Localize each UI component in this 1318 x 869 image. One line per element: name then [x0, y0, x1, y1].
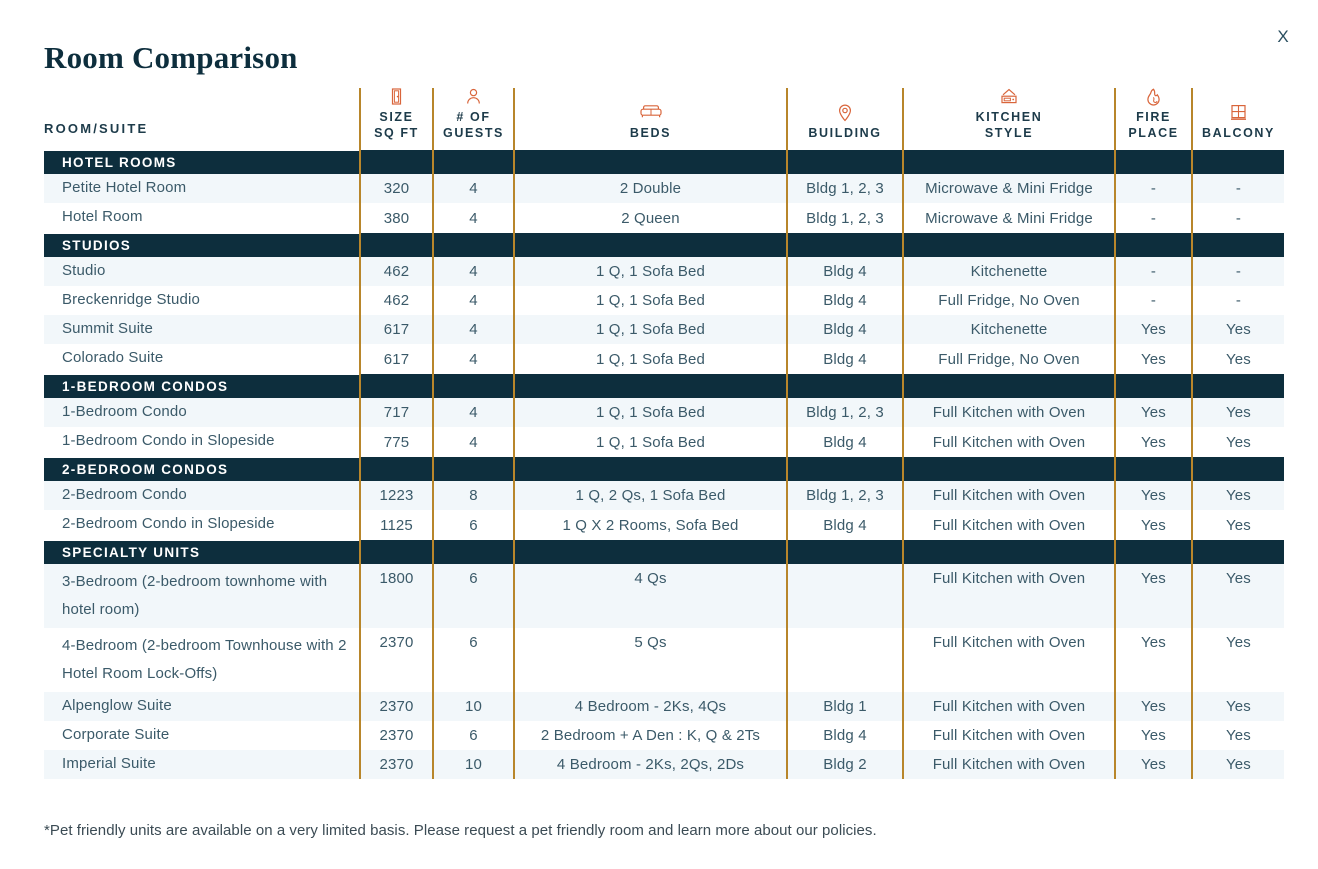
cell-guests: 10 [433, 750, 514, 779]
cell-name: 2-Bedroom Condo [44, 481, 360, 510]
cell-balc: - [1192, 257, 1284, 286]
section-header-row [44, 233, 1284, 257]
cell-beds: 4 Qs [514, 564, 787, 628]
section-title: HOTEL ROOMS [44, 150, 360, 174]
table-row [44, 344, 1284, 374]
cell-kitch: Full Kitchen with Oven [903, 692, 1115, 721]
cell-fire: - [1115, 203, 1192, 233]
table-row [44, 427, 1284, 457]
close-button[interactable]: X [1272, 26, 1294, 48]
table-row [44, 398, 1284, 427]
section-header-row [44, 540, 1284, 564]
section-blank-cell [360, 233, 433, 257]
table-body [44, 150, 1284, 779]
cell-guests: 6 [433, 564, 514, 628]
cell-bldg: Bldg 1, 2, 3 [787, 481, 903, 510]
cell-beds: 1 Q, 1 Sofa Bed [514, 315, 787, 344]
section-blank-cell [1115, 233, 1192, 257]
cell-kitch: Full Fridge, No Oven [903, 344, 1115, 374]
cell-balc: Yes [1192, 510, 1284, 540]
column-header-bldg [787, 88, 903, 150]
page-title: Room Comparison [44, 40, 298, 75]
cell-name: Imperial Suite [44, 750, 360, 779]
cell-name: Alpenglow Suite [44, 692, 360, 721]
section-blank-cell [903, 150, 1115, 174]
section-blank-cell [433, 457, 514, 481]
cell-balc: - [1192, 203, 1284, 233]
cell-beds: 4 Bedroom - 2Ks, 2Qs, 2Ds [514, 750, 787, 779]
cell-kitch: Full Kitchen with Oven [903, 481, 1115, 510]
section-blank-cell [360, 150, 433, 174]
table-row [44, 315, 1284, 344]
cell-guests: 4 [433, 257, 514, 286]
section-blank-cell [1192, 374, 1284, 398]
cell-beds: 2 Queen [514, 203, 787, 233]
cell-size: 617 [360, 315, 433, 344]
cell-kitch: Microwave & Mini Fridge [903, 203, 1115, 233]
section-blank-cell [1115, 457, 1192, 481]
cell-size: 462 [360, 257, 433, 286]
cell-bldg: Bldg 4 [787, 315, 903, 344]
section-blank-cell [514, 233, 787, 257]
cell-kitch: Kitchenette [903, 315, 1115, 344]
column-header-label: BUILDING [808, 126, 882, 140]
cell-balc: Yes [1192, 628, 1284, 692]
column-header-label: ROOM/SUITE [44, 121, 149, 137]
cell-bldg [787, 564, 903, 628]
table-row [44, 481, 1284, 510]
cell-balc: - [1192, 174, 1284, 203]
cell-guests: 4 [433, 344, 514, 374]
column-header-label: KITCHEN [975, 110, 1043, 124]
table-row [44, 257, 1284, 286]
cell-name: 2-Bedroom Condo in Slopeside [62, 515, 275, 533]
table-row [44, 692, 1284, 721]
cell-fire: Yes [1115, 628, 1192, 692]
section-blank-cell [514, 457, 787, 481]
cell-kitch: Full Kitchen with Oven [903, 398, 1115, 427]
section-title: 2-BEDROOM CONDOS [44, 457, 360, 481]
section-blank-cell [360, 374, 433, 398]
section-blank-cell [903, 457, 1115, 481]
section-title: 1-BEDROOM CONDOS [44, 374, 360, 398]
cell-balc: Yes [1192, 750, 1284, 779]
cell-guests: 4 [433, 203, 514, 233]
cell-size: 462 [360, 286, 433, 315]
cell-fire: Yes [1115, 721, 1192, 750]
footnote: *Pet friendly units are available on a very limited basis. Please request a pet friendly room and learn more about our policies. [44, 822, 877, 839]
cell-bldg: Bldg 1, 2, 3 [787, 398, 903, 427]
cell-guests: 8 [433, 481, 514, 510]
cell-fire: Yes [1115, 481, 1192, 510]
column-header-label: SIZE [379, 110, 414, 124]
section-blank-cell [433, 150, 514, 174]
cell-name: 3-Bedroom (2-bedroom townhome with hotel room) [44, 564, 360, 628]
cell-fire: - [1115, 286, 1192, 315]
table-row [44, 203, 1284, 233]
cell-guests: 6 [433, 628, 514, 692]
cell-guests: 4 [433, 286, 514, 315]
cell-beds: 1 Q, 1 Sofa Bed [514, 257, 787, 286]
cell-bldg: Bldg 4 [787, 510, 903, 540]
section-blank-cell [903, 540, 1115, 564]
column-header-fire [1115, 88, 1192, 150]
table-row [44, 721, 1284, 750]
cell-balc: Yes [1192, 564, 1284, 628]
cell-guests: 4 [433, 174, 514, 203]
section-blank-cell [433, 374, 514, 398]
cell-guests: 4 [433, 398, 514, 427]
section-blank-cell [1115, 540, 1192, 564]
cell-fire: Yes [1115, 344, 1192, 374]
cell-fire: Yes [1115, 315, 1192, 344]
section-blank-cell [787, 233, 903, 257]
cell-name: 4-Bedroom (2-bedroom Townhouse with 2 Hotel Room Lock-Offs) [62, 636, 347, 682]
cell-size: 775 [360, 427, 433, 457]
cell-balc: Yes [1192, 692, 1284, 721]
column-header-label: BEDS [629, 126, 672, 140]
cell-size: 717 [360, 398, 433, 427]
column-header-label: PLACE [1128, 126, 1179, 140]
location-pin-icon [788, 104, 902, 122]
cell-kitch: Full Kitchen with Oven [903, 721, 1115, 750]
cell-fire: Yes [1115, 692, 1192, 721]
cell-kitch: Kitchenette [903, 257, 1115, 286]
cell-size: 1223 [360, 481, 433, 510]
column-header-label: FIRE [1136, 110, 1171, 124]
column-header-name [44, 88, 360, 150]
cell-name: Petite Hotel Room [44, 174, 360, 203]
cell-fire: Yes [1115, 750, 1192, 779]
door-icon [361, 88, 432, 106]
cell-beds: 2 Bedroom + A Den : K, Q & 2Ts [514, 721, 787, 750]
cell-beds: 4 Bedroom - 2Ks, 4Qs [514, 692, 787, 721]
cell-kitch: Full Kitchen with Oven [903, 628, 1115, 692]
cell-beds: 2 Double [514, 174, 787, 203]
cell-size: 2370 [360, 628, 433, 692]
room-comparison-table-wrapper [44, 88, 1284, 779]
cell-name: 1-Bedroom Condo [44, 398, 360, 427]
section-blank-cell [514, 374, 787, 398]
cell-kitch: Microwave & Mini Fridge [903, 174, 1115, 203]
cell-size: 2370 [360, 692, 433, 721]
section-blank-cell [903, 233, 1115, 257]
cell-beds: 1 Q, 1 Sofa Bed [514, 427, 787, 457]
cell-bldg: Bldg 2 [787, 750, 903, 779]
cell-fire: Yes [1115, 564, 1192, 628]
table-row [44, 510, 1284, 540]
cell-guests: 10 [433, 692, 514, 721]
section-blank-cell [903, 374, 1115, 398]
cell-size: 380 [360, 203, 433, 233]
section-blank-cell [1192, 457, 1284, 481]
section-title: STUDIOS [44, 233, 360, 257]
column-header-beds [514, 88, 787, 150]
section-blank-cell [514, 540, 787, 564]
section-blank-cell [1115, 374, 1192, 398]
section-blank-cell [433, 233, 514, 257]
cell-beds: 1 Q, 1 Sofa Bed [514, 398, 787, 427]
table-header [44, 88, 1284, 150]
cell-fire: Yes [1115, 398, 1192, 427]
cell-bldg: Bldg 1, 2, 3 [787, 174, 903, 203]
table-row [44, 564, 1284, 628]
stove-icon [904, 88, 1114, 106]
cell-fire: Yes [1115, 510, 1192, 540]
section-blank-cell [360, 457, 433, 481]
cell-kitch: Full Fridge, No Oven [903, 286, 1115, 315]
section-blank-cell [514, 150, 787, 174]
table-row [44, 174, 1284, 203]
column-header-label: BALCONY [1201, 126, 1275, 140]
cell-name: Summit Suite [44, 315, 360, 344]
cell-beds: 1 Q, 1 Sofa Bed [514, 344, 787, 374]
column-header-size [360, 88, 433, 150]
column-header-guests [433, 88, 514, 150]
cell-guests: 4 [433, 315, 514, 344]
table-row [44, 750, 1284, 779]
cell-bldg: Bldg 4 [787, 721, 903, 750]
cell-bldg: Bldg 4 [787, 286, 903, 315]
table-row [44, 628, 1284, 692]
cell-balc: Yes [1192, 398, 1284, 427]
section-header-row [44, 374, 1284, 398]
section-blank-cell [433, 540, 514, 564]
column-header-label: GUESTS [443, 126, 504, 140]
section-header-row [44, 150, 1284, 174]
cell-bldg: Bldg 4 [787, 257, 903, 286]
cell-kitch: Full Kitchen with Oven [903, 750, 1115, 779]
cell-name: Hotel Room [62, 208, 143, 226]
cell-fire: - [1115, 257, 1192, 286]
fire-icon [1116, 88, 1191, 106]
cell-size: 2370 [360, 750, 433, 779]
cell-name: Corporate Suite [62, 726, 170, 744]
cell-kitch: Full Kitchen with Oven [903, 510, 1115, 540]
person-icon [434, 88, 513, 106]
cell-balc: Yes [1192, 427, 1284, 457]
section-blank-cell [1115, 150, 1192, 174]
section-blank-cell [787, 457, 903, 481]
cell-guests: 4 [433, 427, 514, 457]
cell-name: 1-Bedroom Condo in Slopeside [62, 432, 275, 450]
cell-guests: 6 [433, 510, 514, 540]
cell-balc: - [1192, 286, 1284, 315]
cell-beds: 1 Q, 2 Qs, 1 Sofa Bed [514, 481, 787, 510]
cell-name: Breckenridge Studio [62, 291, 200, 309]
cell-fire: - [1115, 174, 1192, 203]
section-blank-cell [787, 374, 903, 398]
cell-name: Studio [44, 257, 360, 286]
section-blank-cell [1192, 150, 1284, 174]
section-blank-cell [787, 150, 903, 174]
cell-bldg: Bldg 4 [787, 427, 903, 457]
section-blank-cell [1192, 540, 1284, 564]
cell-bldg: Bldg 1, 2, 3 [787, 203, 903, 233]
cell-bldg: Bldg 1 [787, 692, 903, 721]
window-icon [1193, 104, 1284, 122]
cell-kitch: Full Kitchen with Oven [903, 427, 1115, 457]
section-header-row [44, 457, 1284, 481]
column-header-balc [1192, 88, 1284, 150]
column-header-kitch [903, 88, 1115, 150]
cell-balc: Yes [1192, 721, 1284, 750]
cell-guests: 6 [433, 721, 514, 750]
cell-size: 320 [360, 174, 433, 203]
cell-balc: Yes [1192, 344, 1284, 374]
column-header-label: # OF [456, 110, 491, 124]
cell-beds: 5 Qs [514, 628, 787, 692]
cell-size: 617 [360, 344, 433, 374]
section-title: SPECIALTY UNITS [44, 540, 360, 564]
bed-icon [515, 104, 786, 122]
cell-bldg [787, 628, 903, 692]
cell-beds: 1 Q X 2 Rooms, Sofa Bed [514, 510, 787, 540]
cell-beds: 1 Q, 1 Sofa Bed [514, 286, 787, 315]
room-comparison-table [44, 88, 1284, 779]
cell-size: 2370 [360, 721, 433, 750]
column-header-label: SQ FT [374, 126, 419, 140]
cell-size: 1800 [360, 564, 433, 628]
section-blank-cell [360, 540, 433, 564]
table-header-row [44, 88, 1284, 150]
cell-name: Colorado Suite [62, 349, 164, 367]
section-blank-cell [1192, 233, 1284, 257]
cell-size: 1125 [360, 510, 433, 540]
cell-balc: Yes [1192, 481, 1284, 510]
table-row [44, 286, 1284, 315]
cell-fire: Yes [1115, 427, 1192, 457]
cell-bldg: Bldg 4 [787, 344, 903, 374]
cell-balc: Yes [1192, 315, 1284, 344]
column-header-label: STYLE [984, 126, 1034, 140]
cell-kitch: Full Kitchen with Oven [903, 564, 1115, 628]
section-blank-cell [787, 540, 903, 564]
